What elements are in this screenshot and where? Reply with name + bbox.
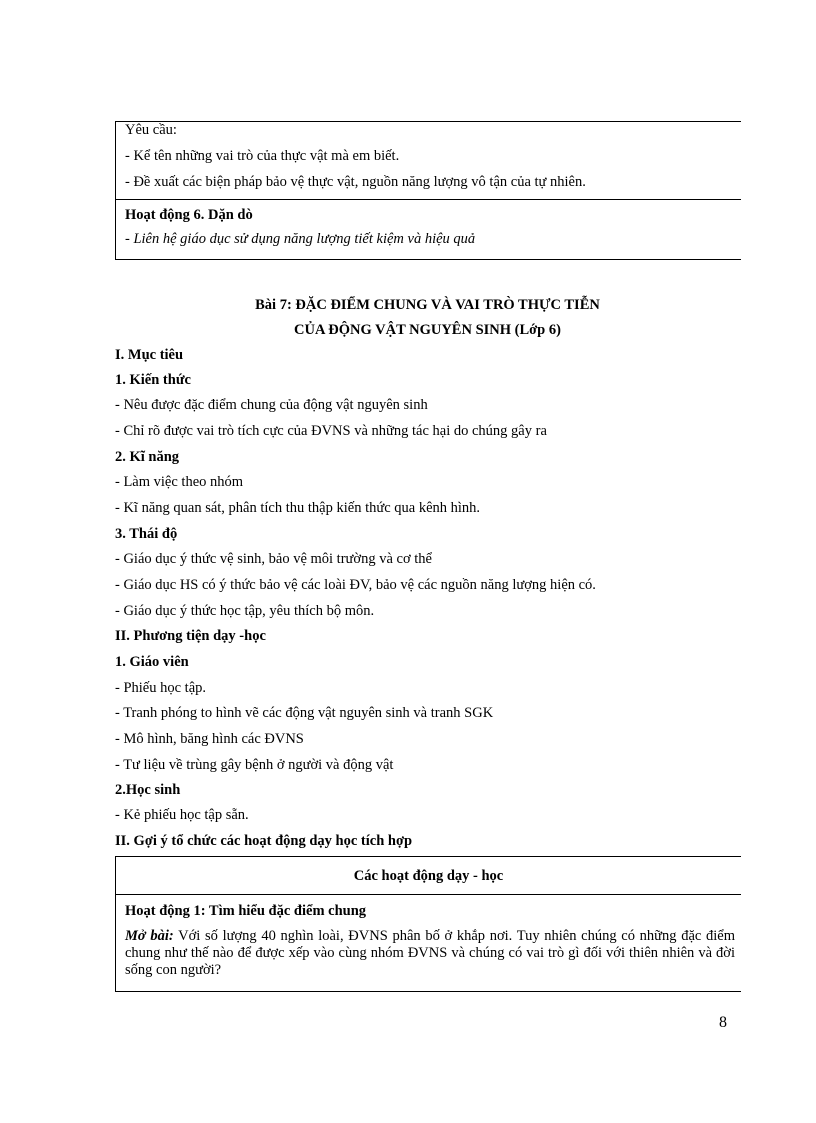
activities-table xyxy=(115,856,741,992)
teacher-heading: 1. Giáo viên xyxy=(115,654,189,670)
activities-table-header: Các hoạt động dạy - học xyxy=(353,868,504,884)
knowledge-item: - Chỉ rõ được vai trò tích cực của ĐVNS và những tác hại do chúng gây ra xyxy=(115,423,547,439)
teacher-item: - Mô hình, băng hình các ĐVNS xyxy=(115,731,304,747)
page-number: 8 xyxy=(719,1014,727,1031)
attitude-item: - Giáo dục ý thức vệ sinh, bảo vệ môi trường và cơ thể xyxy=(115,551,432,567)
activity-1-title: Hoạt động 1: Tìm hiểu đặc điểm chung xyxy=(125,903,367,919)
knowledge-item: - Nêu được đặc điểm chung của động vật nguyên sinh xyxy=(115,397,428,413)
activity-6-text: - Liên hệ giáo dục sử dụng năng lượng tiết kiệm và hiệu quả xyxy=(125,231,476,247)
requirement-item: - Đề xuất các biện pháp bảo vệ thực vật, nguồn năng lượng vô tận của tự nhiên. xyxy=(125,174,586,190)
student-item: - Kẻ phiếu học tập sẵn. xyxy=(115,807,249,823)
lesson-title-line-2: CỦA ĐỘNG VẬT NGUYÊN SINH (Lớp 6) xyxy=(294,322,561,338)
objectives-heading: I. Mục tiêu xyxy=(115,347,184,363)
activity-1-intro xyxy=(125,928,735,979)
teacher-item: - Phiếu học tập. xyxy=(115,680,207,696)
attitude-item: - Giáo dục ý thức học tập, yêu thích bộ môn. xyxy=(115,603,375,619)
requirements-label: Yêu cầu: xyxy=(125,122,177,138)
means-heading: II. Phương tiện dạy -học xyxy=(115,628,266,644)
attitude-heading: 3. Thái độ xyxy=(115,526,178,542)
attitude-item: - Giáo dục HS có ý thức bảo vệ các loài ĐV, bảo vệ các nguồn năng lượng hiện có. xyxy=(115,577,596,593)
teacher-item: - Tư liệu về trùng gây bệnh ở người và động vật xyxy=(115,757,394,773)
skills-item: - Làm việc theo nhóm xyxy=(115,474,244,490)
student-heading: 2.Học sinh xyxy=(115,782,181,798)
skills-heading: 2. Kĩ năng xyxy=(115,449,180,465)
intro-text: Với số lượng 40 nghìn loài, ĐVNS phân bố ở khắp nơi. Tuy nhiên chúng có những đặc điểm chung như thế nào để được xếp vào cùng nhóm ĐVNS và chúng có vai trò gì đối với thiên nhiên và đời sống con người? xyxy=(125,928,736,978)
table-row-divider xyxy=(116,199,741,200)
table-top-border xyxy=(116,121,741,122)
intro-label: Mở bài: xyxy=(125,928,174,944)
knowledge-heading: 1. Kiến thức xyxy=(115,372,191,388)
requirement-item: - Kể tên những vai trò của thực vật mà em biết. xyxy=(125,148,400,164)
table-header-divider xyxy=(116,894,741,895)
activity-6-title: Hoạt động 6. Dặn dò xyxy=(125,207,253,223)
top-table xyxy=(115,121,741,260)
skills-item: - Kĩ năng quan sát, phân tích thu thập kiến thức qua kênh hình. xyxy=(115,500,481,516)
lesson-title-line-1: Bài 7: ĐẶC ĐIỂM CHUNG VÀ VAI TRÒ THỰC TIỄN xyxy=(255,297,600,313)
suggestion-heading: II. Gợi ý tổ chức các hoạt động dạy học tích hợp xyxy=(115,833,413,849)
teacher-item: - Tranh phóng to hình vẽ các động vật nguyên sinh và tranh SGK xyxy=(115,705,494,721)
